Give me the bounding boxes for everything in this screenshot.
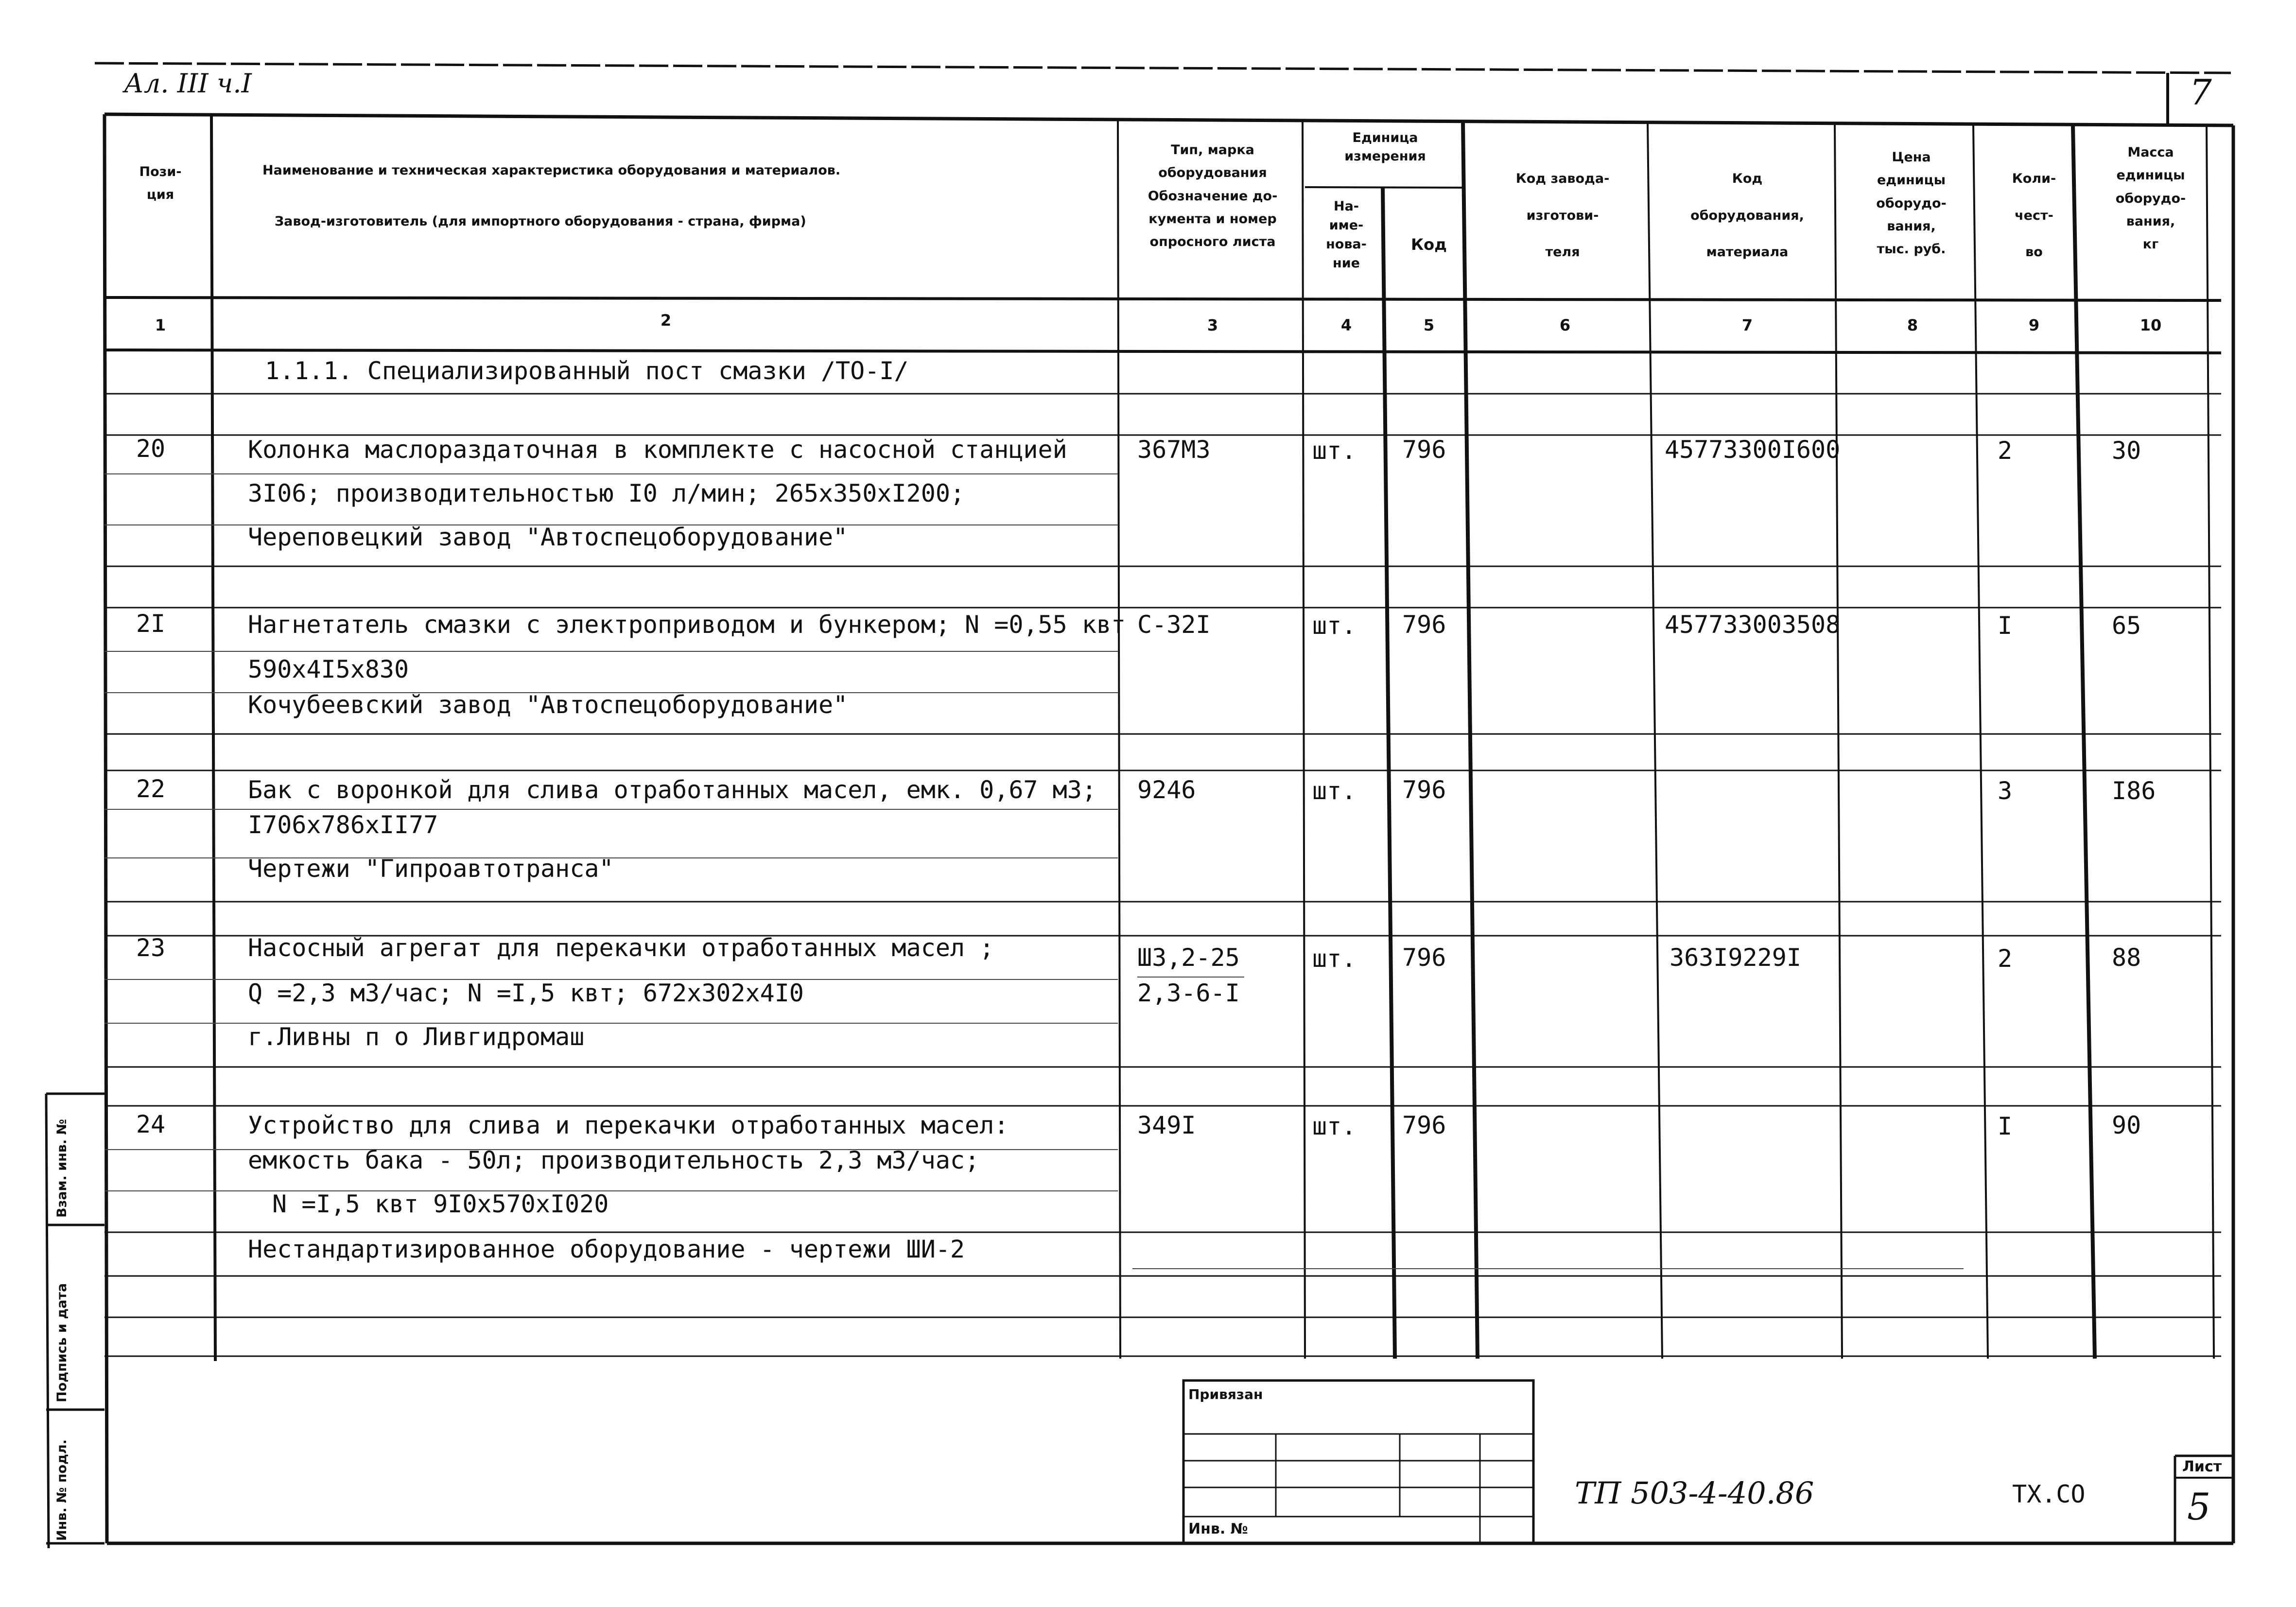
item-type: 349I	[1137, 1111, 1196, 1139]
item-type-doc: 2,3-6-I	[1137, 979, 1240, 1007]
item-desc-line: емкость бака - 50л; производительность 2,3 м3/час;	[248, 1146, 980, 1174]
item-qty: 2	[1998, 437, 2013, 465]
col-header-name-line2: Завод-изготовитель (для импортного оборудования - страна, фирма)	[275, 214, 806, 229]
item-type: С-32I	[1137, 611, 1211, 639]
page-number: 7	[2190, 72, 2212, 113]
side-label-sign-date: Подпись и дата	[54, 1283, 70, 1402]
item-desc-line: г.Ливны п о Ливгидромаш	[248, 1023, 585, 1051]
col-number: 4	[1340, 316, 1352, 334]
item-qty: I	[1998, 611, 2013, 640]
item-unit: шт.	[1312, 437, 1357, 465]
item-desc-line: N =I,5 квт 9I0x570xI020	[272, 1190, 609, 1218]
col-header-qty: Коли- чест- во	[2012, 171, 2056, 260]
item-pos: 20	[136, 435, 166, 463]
item-type: Ш3,2-25	[1137, 943, 1240, 972]
item-desc-line: Бак с воронкой для слива отработанных масел, емк. 0,67 м3;	[248, 776, 1096, 804]
item-unit-code: 796	[1402, 611, 1446, 639]
item-type: 9246	[1137, 776, 1196, 804]
item-type: 367М3	[1137, 436, 1211, 464]
sheet-label: Лист	[2182, 1458, 2222, 1475]
item-desc-line: 590x4I5x830	[248, 655, 409, 683]
item-equip-code: 457733003508	[1665, 611, 1841, 639]
col-header-unit-name: На- име- нова- ние	[1326, 199, 1367, 271]
col-header-price: Цена единицы оборудо- вания, тыс. руб.	[1876, 150, 1947, 257]
item-pos: 2I	[136, 610, 166, 638]
item-qty: 2	[1998, 944, 2013, 973]
item-mass: 65	[2112, 611, 2141, 640]
sheet-number: 5	[2187, 1485, 2211, 1528]
item-mass: 30	[2112, 437, 2141, 465]
item-desc-line: Череповецкий завод "Автоспецоборудование"	[248, 523, 848, 551]
item-desc-line: Чертежи "Гипроавтотранса"	[248, 855, 614, 883]
item-unit: шт.	[1312, 777, 1357, 805]
item-desc-line: Колонка маслораздаточная в комплекте с насосной станцией	[248, 436, 1067, 464]
col-number: 5	[1423, 316, 1435, 334]
col-header-unit-code: Код	[1411, 235, 1447, 254]
col-header-maker-code: Код завода- изготови- теля	[1515, 171, 1610, 260]
col-number: 6	[1559, 316, 1571, 334]
item-desc-line: Кочубеевский завод "Автоспецоборудование"	[248, 691, 848, 719]
col-number: 2	[660, 311, 672, 330]
col-number: 3	[1207, 316, 1218, 334]
doc-suffix: ТХ.СО	[2012, 1480, 2086, 1508]
album-label: Ал. III ч.I	[124, 68, 252, 99]
item-unit: шт.	[1312, 1112, 1357, 1140]
item-desc-line: Q =2,3 м3/час; N =I,5 квт; 672x302x4I0	[248, 979, 804, 1007]
col-header-pos: Пози- ция	[139, 164, 182, 203]
side-label-vzam-inv: Взам. инв. №	[54, 1118, 70, 1218]
item-unit: шт.	[1312, 944, 1357, 973]
col-header-equip-code: Код оборудования, материала	[1690, 171, 1804, 260]
item-unit: шт.	[1312, 611, 1357, 640]
item-equip-code: 363I9229I	[1670, 943, 1801, 972]
item-unit-code: 796	[1402, 776, 1446, 804]
col-header-mass: Масса единицы оборудо- вания, кг	[2115, 145, 2186, 252]
col-number: 7	[1741, 316, 1753, 334]
item-qty: 3	[1998, 777, 2013, 805]
side-label-inv-orig: Инв. № подл.	[54, 1439, 70, 1541]
item-desc-line: Насосный агрегат для перекачки отработанных масел ;	[248, 934, 994, 962]
col-header-unit: Единица измерения	[1344, 130, 1426, 164]
item-pos: 22	[136, 775, 166, 803]
item-pos: 24	[136, 1110, 166, 1138]
col-number: 8	[1907, 316, 1918, 334]
item-unit-code: 796	[1402, 943, 1446, 972]
item-mass: 88	[2112, 943, 2141, 972]
stamp-title: Привязан	[1188, 1386, 1263, 1402]
item-equip-code: 45773300I600	[1665, 436, 1841, 464]
item-desc-line: Нагнетатель смазки с электроприводом и бункером; N =0,55 квт	[248, 611, 1126, 639]
item-desc-line: Устройство для слива и перекачки отработанных масел:	[248, 1111, 1009, 1139]
stamp-inv: Инв. №	[1188, 1520, 1248, 1537]
section-title: 1.1.1. Специализированный пост смазки /ТО-I/	[265, 357, 909, 385]
item-pos: 23	[136, 934, 166, 962]
doc-code: ТП 503-4-40.86	[1575, 1475, 1814, 1511]
col-number: 1	[155, 316, 166, 334]
item-desc-line: I706x786xII77	[248, 811, 438, 839]
item-unit-code: 796	[1402, 1111, 1446, 1139]
col-number: 9	[2028, 316, 2040, 334]
col-number: 10	[2139, 316, 2162, 334]
item-qty: I	[1998, 1112, 2013, 1140]
col-header-name-line1: Наименование и техническая характеристика оборудования и материалов.	[262, 163, 841, 178]
item-mass: I86	[2112, 777, 2156, 805]
item-mass: 90	[2112, 1111, 2141, 1139]
item-unit-code: 796	[1402, 436, 1446, 464]
item-desc-line: Нестандартизированное оборудование - чертежи ШИ-2	[248, 1235, 965, 1263]
col-header-type: Тип, марка оборудования Обозначение до- кумента и номер опросного листа	[1148, 142, 1278, 249]
item-desc-line: 3I06; производительностью I0 л/мин; 265x350xI200;	[248, 479, 965, 507]
